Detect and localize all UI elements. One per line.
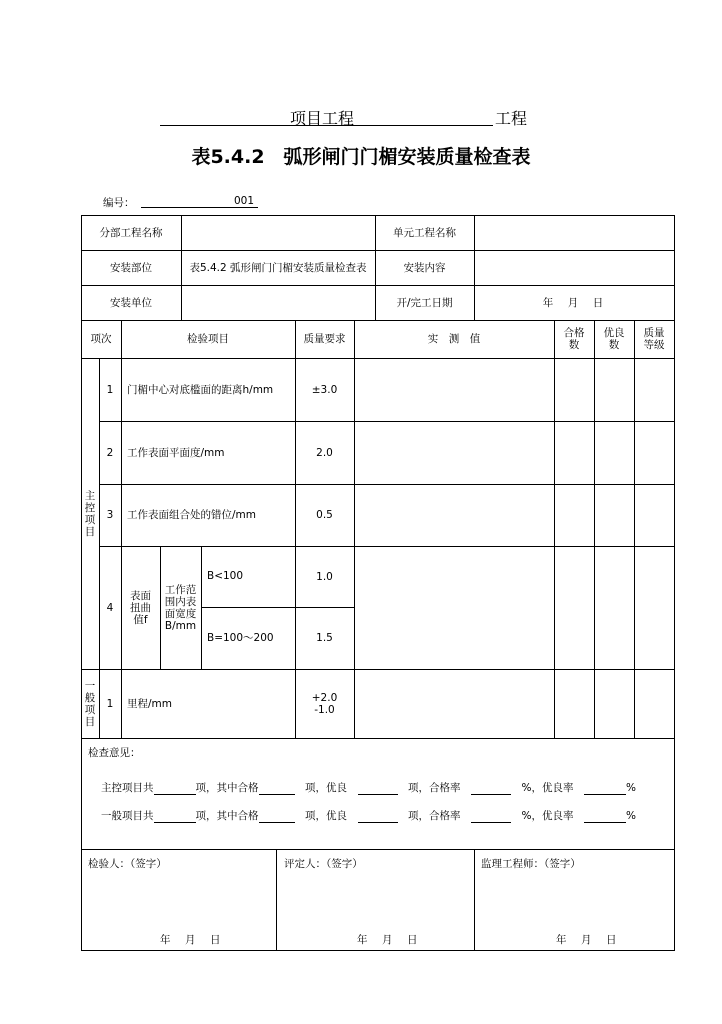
number-field[interactable]	[141, 195, 258, 208]
install-content-value[interactable]	[474, 250, 674, 285]
main-item-no: 2	[106, 446, 114, 459]
main-pass-field[interactable]	[259, 783, 295, 795]
main-pass-rate-field[interactable]	[471, 783, 511, 795]
item4-req: 1.0	[316, 570, 333, 583]
number-row	[103, 195, 263, 210]
general-item-no: 1	[106, 697, 114, 710]
main-item-req: ±3.0	[311, 383, 338, 396]
opinion-title: 检查意见：	[88, 747, 141, 759]
number-value: 001	[233, 195, 254, 207]
col-item: 检验项目	[187, 333, 229, 345]
sub-project-value[interactable]	[181, 215, 375, 250]
inspector-date: 年 月 日	[160, 934, 223, 946]
main-item-req: 2.0	[316, 446, 333, 459]
install-content-label: 安装内容	[403, 261, 446, 274]
main-item-no: 1	[106, 383, 114, 396]
col-grade: 质量等级	[643, 327, 665, 351]
project-line	[160, 106, 535, 126]
install-part-label: 安装部位	[110, 261, 152, 274]
col-pass-count: 合格数	[563, 327, 585, 351]
main-item-name: 工作表面组合处的错位/mm	[127, 509, 256, 521]
item4-sub-name: 工作范围内表面宽度B/mm	[164, 583, 197, 632]
unit-project-value[interactable]	[474, 215, 674, 250]
main-item-req: 0.5	[316, 509, 333, 521]
general-pass-rate-field[interactable]	[471, 811, 511, 823]
col-requirement: 质量要求	[303, 333, 346, 345]
item4-name: 表面扭曲值f	[130, 589, 151, 626]
date-value[interactable]: 年 月 日	[542, 296, 606, 309]
col-seq: 项次	[90, 333, 112, 345]
sub-project-label: 分部工程名称	[99, 226, 163, 239]
project-suffix: 工程	[495, 109, 528, 128]
opinion-main-row: 主控项目共 项，其中合格 项，优良 项，合格率 %，优良率 %	[101, 782, 636, 794]
general-group-label: 一般项目	[84, 679, 96, 728]
page-title: 表5.4.2 弧形闸门门楣安装质量检查表	[191, 146, 531, 168]
main-item-name: 工作表面平面度/mm	[127, 446, 225, 459]
general-item-name: 里程/mm	[127, 697, 172, 710]
general-item-req: +2.0 -1.0	[311, 691, 338, 716]
assessor-date: 年 月 日	[357, 934, 420, 946]
item4-cond: B<100	[207, 570, 244, 582]
general-good-field[interactable]	[358, 811, 398, 823]
install-unit-value[interactable]	[181, 285, 375, 320]
project-label: 项目工程	[290, 109, 355, 128]
install-part-value[interactable]: 表5.4.2 弧形闸门门楣安装质量检查表	[189, 261, 367, 274]
opinion-general-row: 一般项目共 项，其中合格 项，优良 项，合格率 %，优良率 %	[101, 810, 636, 822]
assessor-signature[interactable]: 评定人：（签字）	[284, 858, 363, 870]
item4-cond: B=100～200	[207, 632, 274, 644]
supervisor-signature[interactable]: 监理工程师：（签字）	[481, 858, 581, 870]
general-total-field[interactable]	[154, 811, 196, 823]
col-good-count: 优良数	[603, 327, 625, 351]
unit-project-label: 单元工程名称	[393, 226, 456, 239]
col-measured: 实 测 值	[427, 333, 481, 345]
main-total-field[interactable]	[154, 783, 196, 795]
general-pass-field[interactable]	[259, 811, 295, 823]
item4-req: 1.5	[316, 632, 333, 644]
main-group-label: 主控项目	[84, 489, 96, 538]
main-good-field[interactable]	[358, 783, 398, 795]
supervisor-date: 年 月 日	[556, 934, 619, 946]
general-good-rate-field[interactable]	[584, 811, 626, 823]
date-label: 开/完工日期	[396, 296, 453, 309]
number-label: 编号：	[103, 197, 135, 209]
inspector-signature[interactable]: 检验人：（签字）	[88, 858, 167, 870]
main-item-name: 门楣中心对底槛面的距离h/mm	[127, 383, 274, 396]
install-unit-label: 安装单位	[110, 296, 152, 309]
main-good-rate-field[interactable]	[584, 783, 626, 795]
main-item-no: 3	[106, 509, 114, 521]
item4-no: 4	[106, 601, 114, 614]
